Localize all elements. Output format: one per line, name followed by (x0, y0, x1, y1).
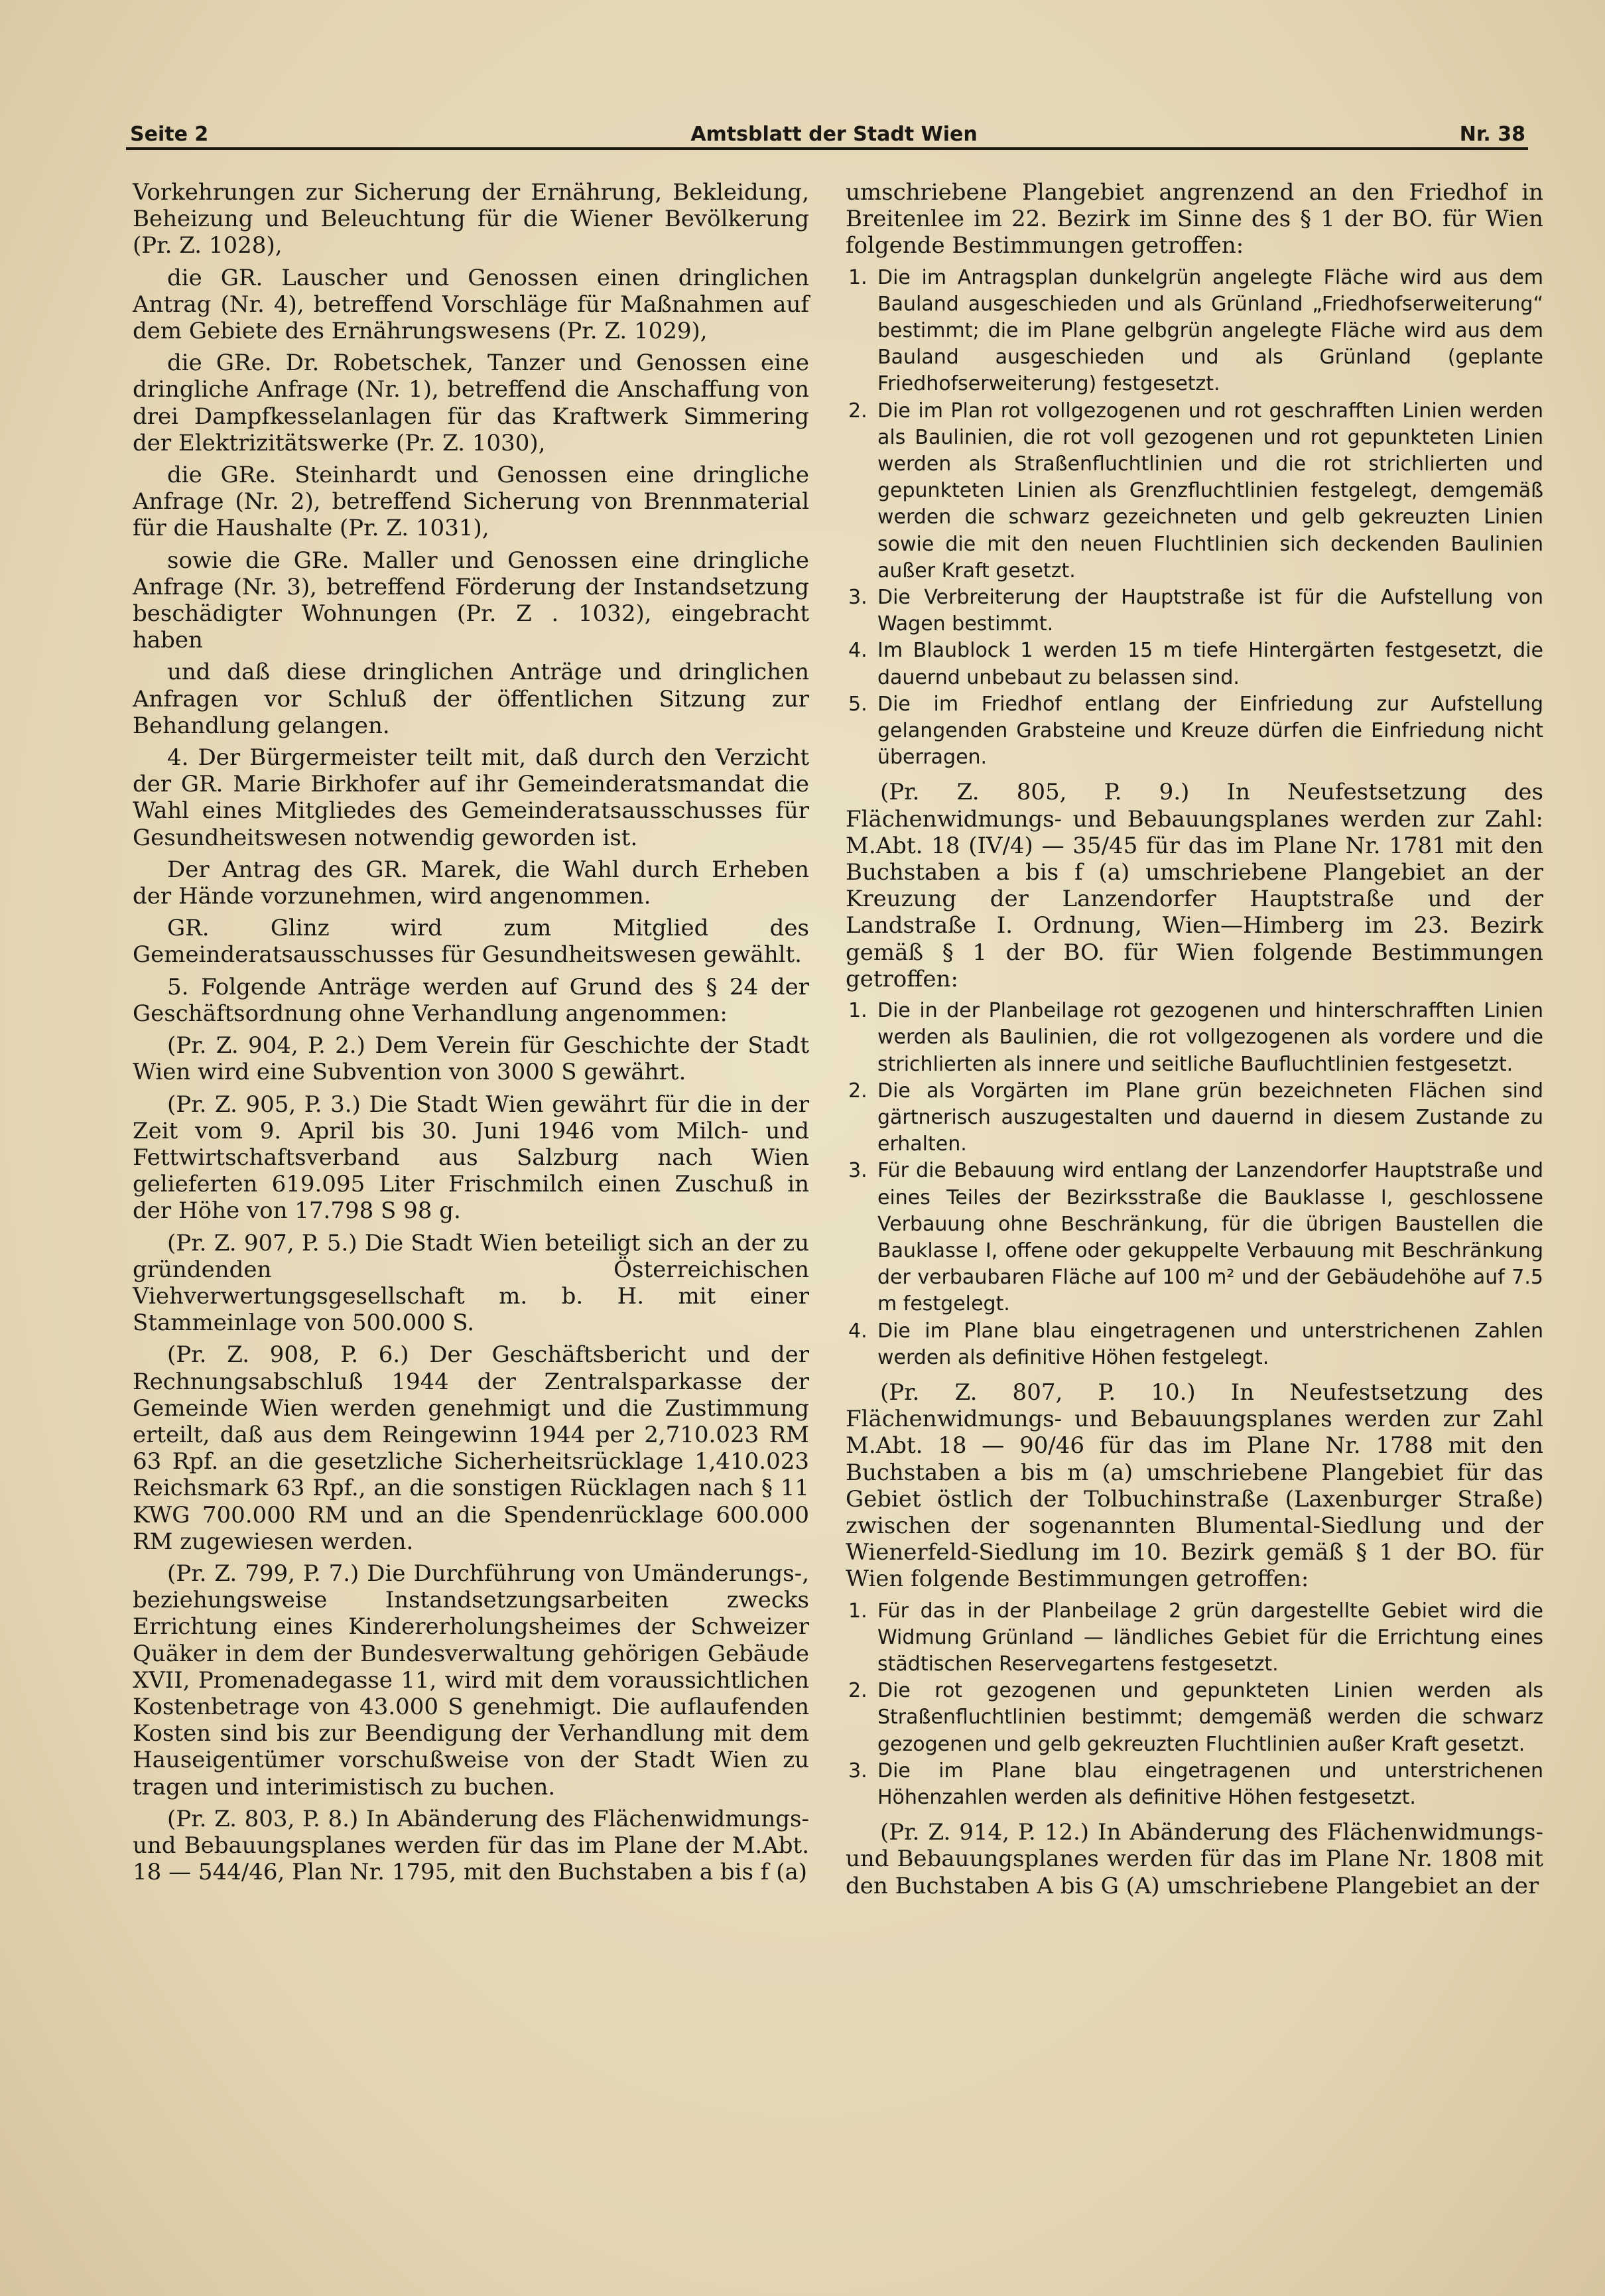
paragraph: die GRe. Dr. Robetschek, Tanzer und Genossen eine dringliche Anfrage (Nr. 1), betreffend die Anschaffung von drei Dampfkesselanlagen für das Kraftwerk Simmering der Elektrizitätswerke (Pr. Z. 1030), (133, 350, 809, 456)
list-item-text: Die im Plane blau eingetragenen und unterstrichenen Zahlen werden als definitive Höhen festgelegt. (877, 1319, 1543, 1369)
paragraph: sowie die GRe. Maller und Genossen eine dringliche Anfrage (Nr. 3), betreffend Förderung der Instandsetzung beschädigter Wohnungen (Pr. Z . 1032), eingebracht haben (133, 547, 809, 654)
list-item-number: 4. (848, 1319, 867, 1343)
paragraph: die GRe. Steinhardt und Genossen eine dringliche Anfrage (Nr. 2), betreffend Sicherung von Brennmaterial für die Haushalte (Pr. Z. 1031), (133, 462, 809, 542)
list-item-text: Die als Vorgärten im Plane grün bezeichneten Flächen sind gärtnerisch auszugestalten und dauernd in diesem Zustande zu erhalten. (877, 1079, 1543, 1156)
list-item-number: 4. (848, 639, 867, 663)
paragraph: (Pr. Z. 807, P. 10.) In Neufestsetzung des Flächenwidmungs- und Bebauungsplanes werden zur Zahl M.Abt. 18 — 90/46 für das im Plane Nr. 1788 mit den Buchstaben a bis m (a) umschriebene Plangebiet für das Gebiet östlich der Tolbuchinstraße (Laxenburger Straße) zwischen der sogenannten Blumental-Siedlung und der Wienerfeld-Siedlung im 10. Bezirk gemäß § 1 der BO. für Wien folgende Bestimmungen getroffen: (846, 1379, 1543, 1593)
list-item (848, 1158, 1543, 1317)
paragraph: GR. Glinz wird zum Mitglied des Gemeinderatsausschusses für Gesundheitswesen gewählt. (133, 915, 809, 969)
numbered-list (846, 998, 1543, 1371)
paragraph: (Pr. Z. 905, P. 3.) Die Stadt Wien gewährt für die in der Zeit vom 9. April bis 30. Juni 1946 vom Milch- und Fettwirtschaftsverband aus Salzburg nach Wien gelieferten 619.095 Liter Frischmilch einen Zuschuß in der Höhe von 17.798 S 98 g. (133, 1091, 809, 1225)
paragraph: (Pr. Z. 799, P. 7.) Die Durchführung von Umänderungs-, beziehungsweise Instandsetzungsarbeiten zwecks Errichtung eines Kindererholungsheimes der Schweizer Quäker in dem der Bundesverwaltung gehörigen Gebäude XVII, Promenadegasse 11, wird mit dem voraussichtlichen Kostenbetrage von 43.000 S genehmigt. Die auflaufenden Kosten sind bis zur Beendigung der Verhandlung mit dem Hauseigentümer vorschußweise von der Stadt Wien zu tragen und interimistisch zu buchen. (133, 1560, 809, 1800)
list-item-number: 2. (848, 1079, 867, 1103)
paragraph: die GR. Lauscher und Genossen einen dringlichen Antrag (Nr. 4), betreffend Vorschläge für Maßnahmen auf dem Gebiete des Ernährungswesens (Pr. Z. 1029), (133, 264, 809, 345)
list-item-number: 1. (848, 1599, 867, 1623)
list-item (848, 998, 1543, 1078)
paragraph: (Pr. Z. 904, P. 2.) Dem Verein für Geschichte der Stadt Wien wird eine Subvention von 3000 S gewährt. (133, 1032, 809, 1086)
publication-title: Amtsblatt der Stadt Wien (690, 123, 978, 146)
right-column (846, 179, 1543, 1905)
list-item-text: Die im Plan rot vollgezogenen und rot geschrafften Linien werden als Baulinien, die rot voll gezogenen und rot gepunkteten Linien werden als Straßenfluchtlinien und die rot strichlierten und gepunkteten Linien als Grenzfluchtlinien festgelegt, demgemäß werden die schwarz gezeichneten und gelb gekreuzten Linien sowie die mit den neuen Fluchtlinien sich deckenden Baulinien außer Kraft gesetzt. (877, 399, 1543, 582)
list-item (848, 1758, 1543, 1811)
list-item (848, 265, 1543, 398)
paragraph: (Pr. Z. 907, P. 5.) Die Stadt Wien beteiligt sich an der zu gründenden Österreichischen Viehverwertungsgesellschaft m. b. H. mit einer Stammeinlage von 500.000 S. (133, 1229, 809, 1337)
paragraph: und daß diese dringlichen Anträge und dringlichen Anfragen vor Schluß der öffentlichen Sitzung zur Behandlung gelangen. (133, 659, 809, 739)
list-item-number: 1. (848, 999, 867, 1023)
paragraph: (Pr. Z. 803, P. 8.) In Abänderung des Flächenwidmungs- und Bebauungsplanes werden für das im Plane der M.Abt. 18 — 544/46, Plan Nr. 1795, mit den Buchstaben a bis f (a) (133, 1805, 809, 1886)
list-item-number: 3. (848, 586, 867, 610)
paragraph: (Pr. Z. 805, P. 9.) In Neufestsetzung des Flächenwidmungs- und Bebauungsplanes werden zur Zahl: M.Abt. 18 (IV/4) — 35/45 für das im Plane Nr. 1781 mit den Buchstaben a bis f (a) umschriebene Plangebiet an der Kreuzung der Lanzendorfer Hauptstraße und der Landstraße I. Ordnung, Wien—Himberg im 23. Bezirk gemäß § 1 der BO. für Wien folgende Bestimmungen getroffen: (846, 779, 1543, 992)
page-number: Seite 2 (130, 123, 209, 146)
list-item-number: 5. (848, 692, 867, 716)
list-item (848, 398, 1543, 584)
list-item-text: Für das in der Planbeilage 2 grün dargestellte Gebiet wird die Widmung Grünland — ländliches Gebiet für die Errichtung eines städtischen Reservegartens festgesetzt. (877, 1599, 1543, 1676)
list-item-number: 1. (848, 265, 867, 289)
list-item (848, 638, 1543, 691)
list-item (848, 584, 1543, 638)
list-item-text: Im Blaublock 1 werden 15 m tiefe Hintergärten festgesetzt, die dauernd unbebaut zu belassen sind. (877, 639, 1543, 689)
list-item-number: 3. (848, 1759, 867, 1783)
list-item-text: Die im Antragsplan dunkelgrün angelegte Fläche wird aus dem Bauland ausgeschieden und als Grünland „Friedhofserweiterung“ bestimmt; die im Plane gelbgrün angelegte Fläche wird aus dem Bauland ausgeschieden und als Grünland (geplante Friedhofserweiterung) festgesetzt. (877, 265, 1543, 396)
list-item-text: Die im Friedhof entlang der Einfriedung zur Aufstellung gelangenden Grabsteine und Kreuze dürfen die Einfriedung nicht überragen. (877, 692, 1543, 770)
paragraph: umschriebene Plangebiet angrenzend an den Friedhof in Breitenlee im 22. Bezirk im Sinne des § 1 der BO. für Wien folgende Bestimmungen getroffen: (846, 179, 1543, 259)
list-item-number: 2. (848, 399, 867, 423)
paragraph: 5. Folgende Anträge werden auf Grund des § 24 der Geschäftsordnung ohne Verhandlung angenommen: (133, 973, 809, 1027)
paragraph: Vorkehrungen zur Sicherung der Ernährung, Bekleidung, Beheizung und Beleuchtung für die Wiener Bevölkerung (Pr. Z. 1028), (133, 179, 809, 259)
list-item-text: Die Verbreiterung der Hauptstraße ist für die Aufstellung von Wagen bestimmt. (877, 586, 1543, 636)
list-item (848, 691, 1543, 772)
list-item-number: 2. (848, 1679, 867, 1703)
list-item (848, 1598, 1543, 1678)
left-column (133, 179, 809, 1891)
page-header (130, 111, 1525, 146)
list-item-text: Die rot gezogenen und gepunkteten Linien werden als Straßenfluchtlinien bestimmt; demgemäß werden die schwarz gezogenen und gelb gekreuzten Fluchtlinien außer Kraft gesetzt. (877, 1679, 1543, 1756)
list-item (848, 1078, 1543, 1158)
paragraph: (Pr. Z. 914, P. 12.) In Abänderung des Flächenwidmungs- und Bebauungsplanes werden für das im Plane Nr. 1808 mit den Buchstaben A bis G (A) umschriebene Plangebiet an der (846, 1819, 1543, 1899)
header-rule (126, 147, 1528, 150)
list-item-text: Die in der Planbeilage rot gezogenen und hinterschrafften Linien werden als Baulinien, die rot vollgezogenen als vordere und die strichlierten als innere und seitliche Baufluchtlinien festgesetzt. (877, 999, 1543, 1076)
numbered-list (846, 1598, 1543, 1812)
paragraph: 4. Der Bürgermeister teilt mit, daß durch den Verzicht der GR. Marie Birkhofer auf ihr Gemeinderatsmandat die Wahl eines Mitgliedes des Gemeinderatsausschusses für Gesundheitswesen notwendig geworden ist. (133, 744, 809, 851)
list-item-text: Die im Plane blau eingetragenen und unterstrichenen Höhenzahlen werden als definitive Höhen festgesetzt. (877, 1759, 1543, 1809)
list-item (848, 1678, 1543, 1758)
issue-number: Nr. 38 (1459, 123, 1525, 146)
paragraph: Der Antrag des GR. Marek, die Wahl durch Erheben der Hände vorzunehmen, wird angenommen. (133, 856, 809, 910)
list-item-number: 3. (848, 1159, 867, 1183)
paragraph: (Pr. Z. 908, P. 6.) Der Geschäftsbericht und der Rechnungsabschluß 1944 der Zentralsparkasse der Gemeinde Wien werden genehmigt und die Zustimmung erteilt, daß aus dem Reingewinn 1944 per 2,710.023 RM 63 Rpf. an die gesetzliche Sicherheitsrücklage 1,410.023 Reichsmark 63 Rpf., an die sonstigen Rücklagen nach § 11 KWG 700.000 RM und an die Spendenrücklage 600.000 RM zugewiesen werden. (133, 1341, 809, 1555)
numbered-list (846, 265, 1543, 772)
list-item (848, 1318, 1543, 1371)
list-item-text: Für die Bebauung wird entlang der Lanzendorfer Hauptstraße und eines Teiles der Bezirksstraße die Bauklasse I, geschlossene Verbauung ohne Beschränkung, für die übrigen Baustellen die Bauklasse I, offene oder gekuppelte Verbauung mit Beschränkung der verbaubaren Fläche auf 100 m² und der Gebäudehöhe auf 7.5 m festgelegt. (877, 1159, 1543, 1316)
